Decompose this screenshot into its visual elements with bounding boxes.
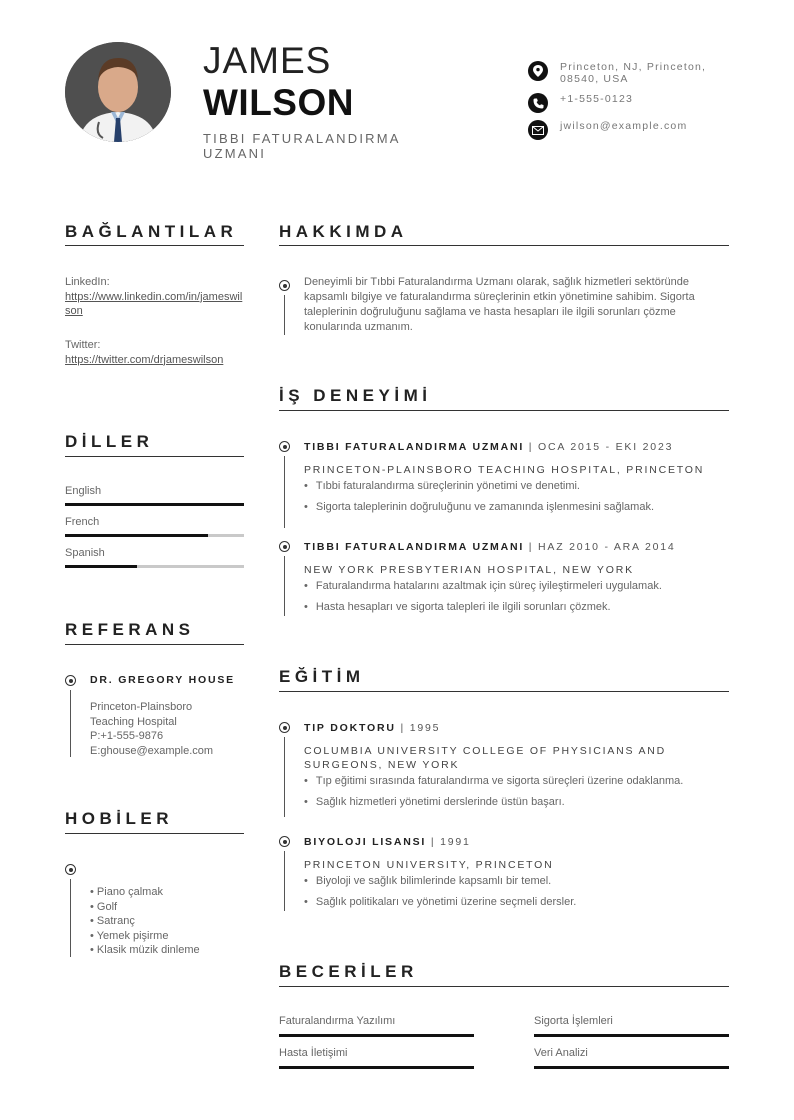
experience-dates: OCA 2015 - EKI 2023: [538, 441, 674, 453]
experience-marker-icon: [279, 541, 290, 552]
education-org: COLUMBIA UNIVERSITY COLLEGE OF PHYSICIANS AND SURGEONS, NEW YORK: [304, 745, 667, 771]
experience-bullet: • Hasta hesapları ve sigorta talepleri ile ilgili sorunları çözmek.: [304, 600, 734, 614]
experience-title: TIBBI FATURALANDIRMA UZMANI: [304, 441, 525, 453]
reference-org-line1: Princeton-Plainsboro: [90, 701, 193, 713]
skill-level-fill: [279, 1034, 474, 1037]
separator: |: [528, 541, 534, 553]
experience-divider: [279, 410, 729, 411]
language-level-bar: [65, 503, 244, 506]
separator: |: [400, 722, 406, 734]
education-title: TIP DOKTORU: [304, 722, 396, 734]
experience-dates: HAZ 2010 - ARA 2014: [538, 541, 676, 553]
education-marker-icon: [279, 722, 290, 733]
education-bullet: • Biyoloji ve sağlık bilimlerinde kapsamlı bir temel.: [304, 874, 734, 888]
contact-address: [528, 61, 758, 85]
languages-heading: DİLLER: [65, 432, 154, 451]
twitter-block: [65, 338, 245, 367]
experience-item: [304, 440, 734, 514]
experience-timeline: [284, 456, 285, 528]
hobbies-heading: HOBİLER: [65, 809, 173, 828]
skill-name: Faturalandırma Yazılımı: [279, 1015, 396, 1027]
language-level-bar: [65, 565, 244, 568]
reference-marker-icon: [65, 675, 76, 686]
linkedin-label: LinkedIn:: [65, 276, 110, 288]
envelope-icon: [528, 120, 548, 140]
hobbies-marker-icon: [65, 864, 76, 875]
experience-title: TIBBI FATURALANDIRMA UZMANI: [304, 541, 525, 553]
experience-marker-icon: [279, 441, 290, 452]
skill-item: [534, 1047, 729, 1069]
language-level-fill: [65, 565, 137, 568]
separator: |: [430, 836, 436, 848]
reference-phone: P:+1-555-9876: [90, 730, 164, 742]
reference-org-line2: Teaching Hospital: [90, 715, 177, 728]
connections-divider: [65, 245, 244, 246]
separator: |: [528, 441, 534, 453]
about-marker-icon: [279, 280, 290, 291]
hobby-item: • Klasik müzik dinleme: [90, 944, 200, 956]
experience-heading: İŞ DENEYİMİ: [279, 386, 432, 405]
email-text: jwilson@example.com: [560, 120, 688, 132]
skill-item: [534, 1015, 729, 1037]
reference-details: [90, 700, 250, 758]
education-item: [304, 835, 734, 909]
experience-bullet: • Tıbbi faturalandırma süreçlerinin yönetimi ve denetimi.: [304, 479, 734, 493]
hobbies-list: [90, 885, 250, 958]
experience-title-line: [304, 540, 734, 554]
skills-divider: [279, 986, 729, 987]
education-marker-icon: [279, 836, 290, 847]
skill-level-bar: [534, 1034, 729, 1037]
twitter-label: Twitter:: [65, 339, 101, 351]
hobby-item: • Golf: [90, 900, 118, 913]
education-title: BIYOLOJI LISANSI: [304, 836, 427, 848]
connections-heading: BAĞLANTILAR: [65, 222, 238, 241]
language-english: [65, 485, 244, 506]
language-name: French: [65, 516, 100, 528]
twitter-link[interactable]: https://twitter.com/drjameswilson: [65, 353, 224, 366]
experience-org: PRINCETON-PLAINSBORO TEACHING HOSPITAL, PRINCETON: [304, 464, 705, 476]
hobbies-divider: [65, 833, 244, 834]
skill-name: Veri Analizi: [534, 1047, 588, 1059]
skill-level-bar: [279, 1034, 474, 1037]
skill-level-fill: [534, 1066, 729, 1069]
experience-timeline: [284, 556, 285, 616]
skills-heading: BECERİLER: [279, 962, 418, 981]
language-level-fill: [65, 503, 244, 506]
reference-timeline: [70, 690, 71, 757]
location-pin-icon: [528, 61, 548, 81]
skill-item: [279, 1047, 474, 1069]
hobbies-timeline: [70, 879, 71, 957]
language-spanish: [65, 547, 244, 568]
reference-email: E:ghouse@example.com: [90, 744, 214, 757]
language-name: Spanish: [65, 547, 105, 559]
education-bullet: • Tıp eğitimi sırasında faturalandırma ve sigorta süreçleri üzerine odaklanma.: [304, 774, 734, 788]
profile-photo-image: [65, 42, 171, 142]
hobby-text: Piano çalmak: [96, 886, 163, 898]
reference-name-text: DR. GREGORY HOUSE: [90, 674, 235, 686]
profile-photo: [65, 42, 171, 142]
education-year: 1991: [440, 836, 471, 848]
about-divider: [279, 245, 729, 246]
job-title: TIBBI FATURALANDIRMA UZMANI: [203, 131, 400, 161]
linkedin-block: [65, 275, 245, 319]
skill-level-bar: [279, 1066, 474, 1069]
skill-level-bar: [534, 1066, 729, 1069]
language-level-fill: [65, 534, 208, 537]
education-timeline: [284, 851, 285, 911]
experience-title-line: [304, 440, 734, 454]
hobby-item: • Piano çalmak: [90, 886, 163, 898]
skill-name: Hasta İletişimi: [279, 1047, 348, 1059]
contact-phone: [528, 93, 758, 113]
about-text: Deneyimli bir Tıbbi Faturalandırma Uzmanı olarak, sağlık hizmetleri sektöründe kapsamlı bilgiye ve faturalandırma süreçlerinin etkin yönetimine sahibim. Sigorta taleplerinin doğruluğunu sağlama ve hasta hesapları ile ilgili sorunları çözme konularında uzmanım.: [304, 276, 695, 333]
education-heading: EĞİTİM: [279, 667, 365, 686]
skill-item: [279, 1015, 474, 1037]
language-french: [65, 516, 244, 537]
phone-icon: [528, 93, 548, 113]
education-bullet: • Sağlık hizmetleri yönetimi derslerinde üstün başarı.: [304, 795, 734, 809]
skill-level-fill: [279, 1066, 474, 1069]
language-name: English: [65, 485, 102, 497]
hobby-item: • Yemek pişirme: [90, 929, 169, 942]
experience-bullet: • Sigorta taleplerinin doğruluğunu ve zamanında işlenmesini sağlamak.: [304, 500, 734, 514]
education-org: PRINCETON UNIVERSITY, PRINCETON: [304, 859, 554, 871]
education-bullet: • Sağlık politikaları ve yönetimi üzerine seçmeli dersler.: [304, 895, 734, 909]
skill-name: Sigorta İşlemleri: [534, 1015, 613, 1027]
education-timeline: [284, 737, 285, 817]
contact-email: [528, 120, 758, 140]
address-text: Princeton, NJ, Princeton, 08540, USA: [560, 61, 707, 85]
education-title-line: [304, 721, 734, 735]
education-year: 1995: [409, 722, 441, 734]
hobby-text: Klasik müzik dinleme: [96, 944, 200, 956]
phone-text: +1-555-0123: [560, 93, 634, 105]
references-heading: REFERANS: [65, 620, 195, 639]
education-divider: [279, 691, 729, 692]
education-item: [304, 721, 734, 809]
linkedin-link[interactable]: https://www.linkedin.com/in/jameswilson: [65, 290, 243, 317]
hobby-item: • Satranç: [90, 915, 135, 927]
experience-bullet: • Faturalandırma hatalarını azaltmak için süreç iyileştirmeleri uygulamak.: [304, 579, 734, 593]
experience-org: NEW YORK PRESBYTERIAN HOSPITAL, NEW YORK: [304, 564, 634, 576]
last-name: WILSON: [203, 82, 354, 123]
language-level-bar: [65, 534, 244, 537]
languages-divider: [65, 456, 244, 457]
about-timeline: [284, 295, 285, 335]
skill-level-fill: [534, 1034, 729, 1037]
hobby-text: Yemek pişirme: [96, 929, 169, 942]
first-name: JAMES: [203, 40, 332, 81]
hobby-text: Satranç: [96, 915, 135, 927]
hobby-text: Golf: [96, 900, 118, 913]
reference-name: [90, 673, 235, 687]
education-title-line: [304, 835, 734, 849]
about-heading: HAKKIMDA: [279, 222, 408, 241]
experience-item: [304, 540, 734, 614]
references-divider: [65, 644, 244, 645]
